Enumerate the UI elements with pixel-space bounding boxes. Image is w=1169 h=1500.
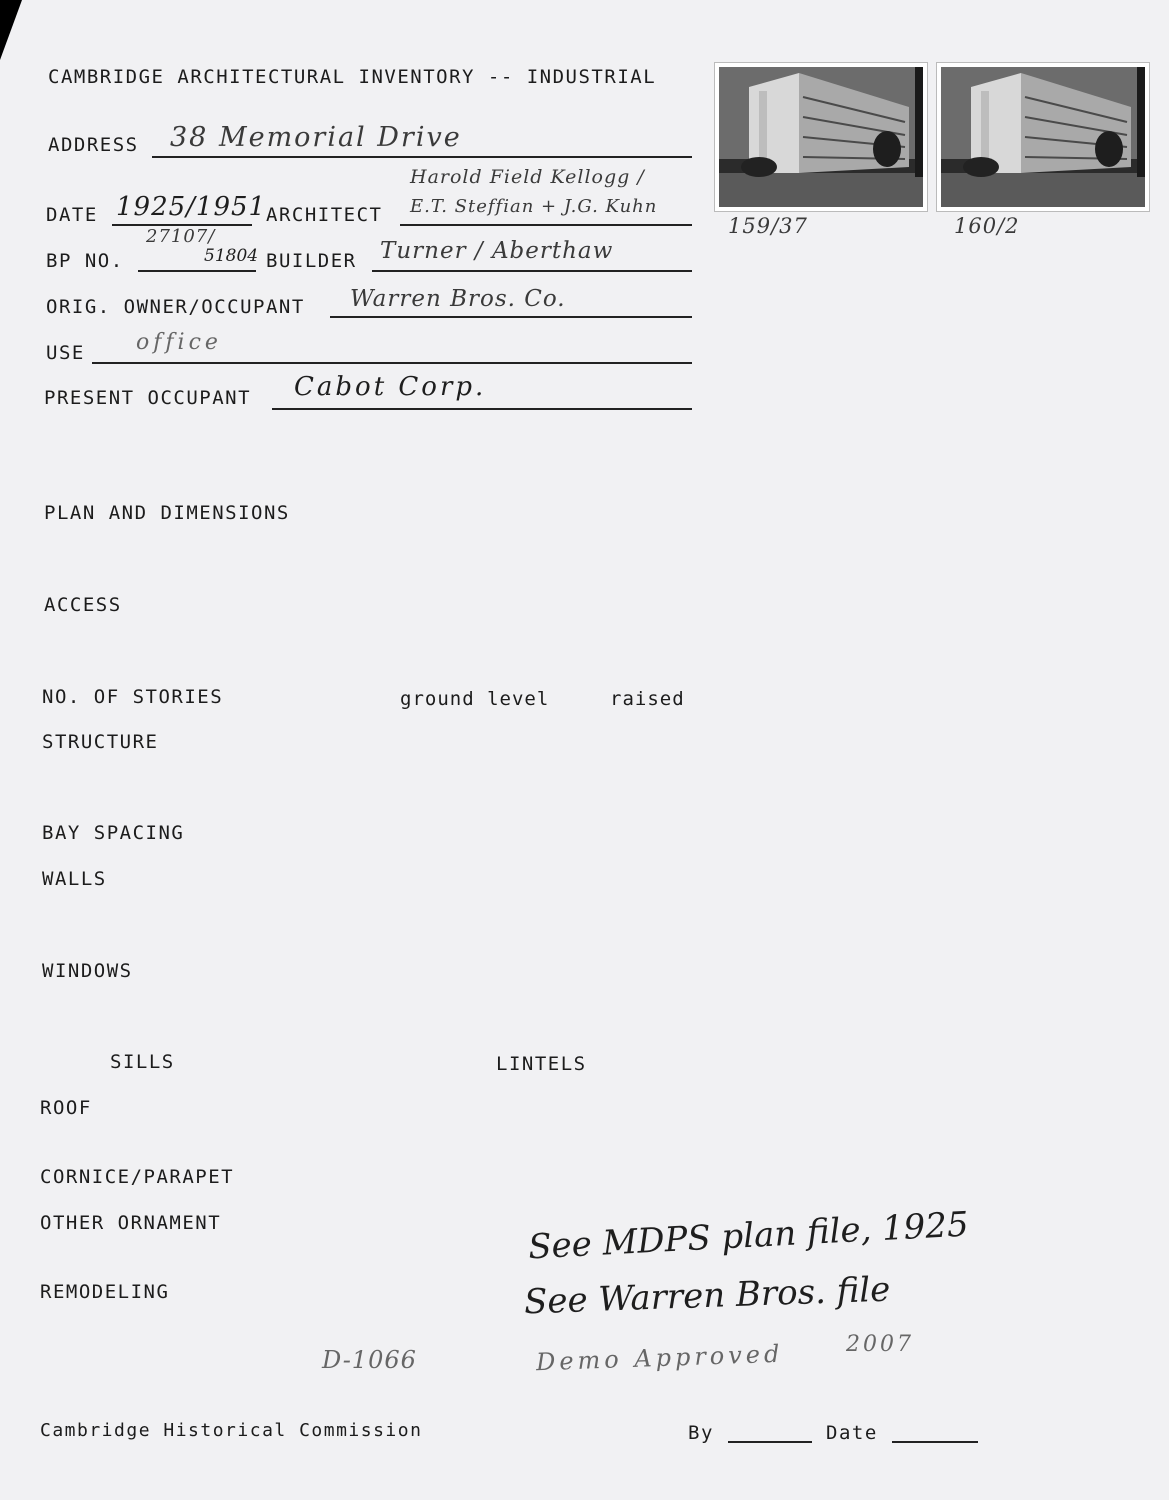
date-label: DATE [46,204,98,226]
note-warren-bros-file: See Warren Bros. file [523,1269,891,1323]
stories-label: NO. OF STORIES [42,686,224,708]
remodeling-label: REMODELING [40,1281,170,1303]
bp-no-value-top: 27107/ [146,226,216,247]
form-title: CAMBRIDGE ARCHITECTURAL INVENTORY -- INDUSTRIAL [48,66,657,88]
present-occupant-label: PRESENT OCCUPANT [44,387,252,409]
sills-label: SILLS [110,1051,175,1073]
building-photo-1-image [719,67,923,207]
walls-label: WALLS [42,868,107,890]
torn-corner [0,0,22,60]
building-photo-1 [714,62,928,212]
bp-no-value-bottom: 51804 [204,246,259,266]
other-ornament-label: OTHER ORNAMENT [40,1212,222,1234]
footer-by-label: By [688,1422,714,1444]
lintels-label: LINTELS [496,1053,587,1075]
photo-2-caption: 160/2 [954,214,1020,238]
architect-value-line2: E.T. Steffian + J.G. Kuhn [410,196,658,217]
builder-line [372,270,692,272]
bp-no-line [138,270,256,272]
builder-value: Turner / Aberthaw [380,238,614,264]
plan-dimensions-label: PLAN AND DIMENSIONS [44,502,290,524]
footer-date-line [892,1441,978,1443]
footer-organization: Cambridge Historical Commission [40,1420,423,1441]
footer-by-line [728,1441,812,1443]
raised-label: raised [610,688,685,710]
note-demo-approved: Demo Approved [535,1339,784,1377]
orig-owner-line [330,316,692,318]
present-occupant-line [272,408,692,410]
address-value: 38 Memorial Drive [170,122,462,153]
present-occupant-value: Cabot Corp. [294,372,487,402]
use-label: USE [46,342,85,364]
use-value: office [136,330,222,355]
bp-no-label: BP NO. [46,250,124,272]
address-label: ADDRESS [48,134,139,156]
address-line [152,156,692,158]
note-case-number: D-1066 [322,1346,417,1374]
orig-owner-label: ORIG. OWNER/OCCUPANT [46,296,305,318]
structure-label: STRUCTURE [42,731,159,753]
windows-label: WINDOWS [42,960,133,982]
date-value: 1925/1951 [116,192,267,222]
builder-label: BUILDER [266,250,357,272]
bay-spacing-label: BAY SPACING [42,822,185,844]
building-photo-2-image [941,67,1145,207]
note-demo-year: 2007 [846,1332,914,1357]
ground-level-label: ground level [400,688,550,710]
orig-owner-value: Warren Bros. Co. [350,286,566,312]
use-line [92,362,692,364]
footer-date-label: Date [826,1422,878,1444]
roof-label: ROOF [40,1097,92,1119]
architect-value-line1: Harold Field Kellogg / [410,166,645,188]
access-label: ACCESS [44,594,122,616]
note-mdps-plan-file: See MDPS plan file, 1925 [527,1204,970,1268]
architect-label: ARCHITECT [266,204,383,226]
building-photo-2 [936,62,1150,212]
architect-line [400,224,692,226]
cornice-parapet-label: CORNICE/PARAPET [40,1166,235,1188]
photo-1-caption: 159/37 [728,214,808,238]
